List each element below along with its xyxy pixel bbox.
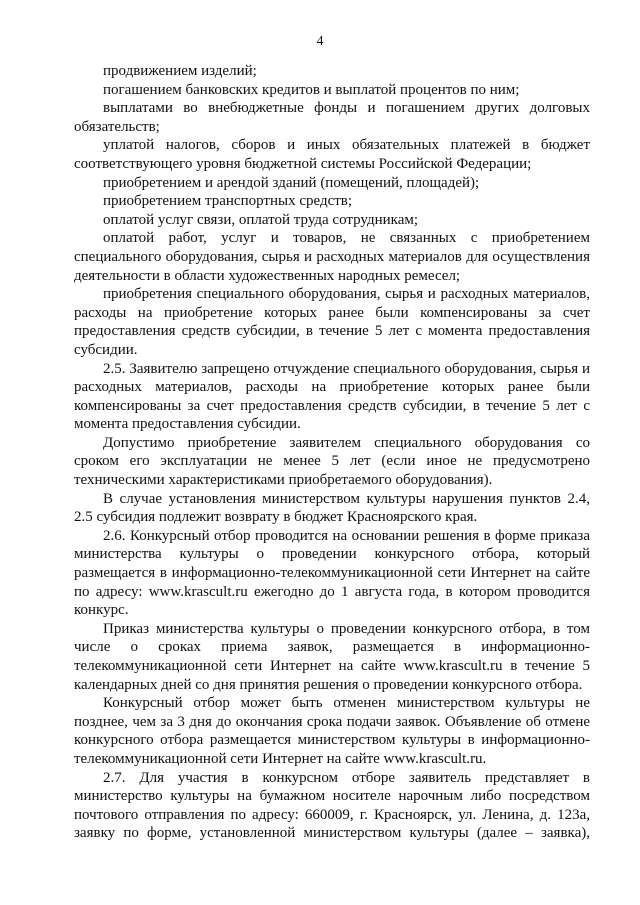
list-item-taxes: уплатой налогов, сборов и иных обязательных платежей в бюджет соответствующего уровня бюджетной системы Российской Федерации;	[74, 137, 590, 172]
list-item-funds: выплатами во внебюджетные фонды и погашением других долговых обязательств;	[74, 100, 590, 135]
list-item-promotion: продвижением изделий;	[103, 63, 257, 79]
list-item-vehicles: приобретением транспортных средств;	[103, 193, 353, 210]
clause-2-5-allowance: Допустимо приобретение заявителем специального оборудования со сроком его эксплуатации не менее 5 лет (если иное не предусмотрено техническими характеристиками приобретаемого оборудования).	[74, 434, 590, 489]
list-item-communications: оплатой услуг связи, оплатой труда сотрудникам;	[103, 211, 419, 228]
clause-2-5-violation: В случае установления министерством культуры нарушения пунктов 2.4, 2.5 субсидия подлежит возврату в бюджет Красноярского края.	[74, 490, 590, 526]
page-number: 4	[316, 34, 324, 49]
list-item-loans: погашением банковских кредитов и выплатой процентов по ним;	[103, 81, 520, 98]
list-item-buildings: приобретением и арендой зданий (помещений, площадей);	[103, 174, 480, 191]
document-body	[74, 62, 590, 843]
clause-2-7: 2.7. Для участия в конкурсном отборе заявитель представляет в министерство культуры на бумажном носителе нарочным либо посредством почтового отправления по адресу: 660009, г. Красноярск, ул. Ленина, д. 123а, заявку по форме, установленной министерством культуры (далее – заявка),	[74, 769, 590, 842]
list-item-unrelated-works: оплатой работ, услуг и товаров, не связанных с приобретением специального оборудования, сырья и расходных материалов для осуществления деятельности в области художественных народных ремесел;	[74, 230, 590, 284]
clause-2-6-order: Приказ министерства культуры о проведении конкурсного отбора, в том числе о сроках приема заявок, размещается в информационно-телекоммуникационной сети Интернет на сайте www.krascult.ru в течение 5 календарных дней со дня принятия решения о проведении конкурсного отбора.	[74, 620, 590, 693]
clause-2-6-cancellation: Конкурсный отбор может быть отменен министерством культуры не позднее, чем за 3 дня до окончания срока подачи заявок. Объявление об отмене конкурсного отбора размещается министерством культуры в информационно-телекоммуникационной сети Интернет на сайте www.krascult.ru.	[74, 695, 590, 767]
clause-2-6: 2.6. Конкурсный отбор проводится на основании решения в форме приказа министерства культуры о проведении конкурсного отбора, который размещается в информационно-телекоммуникационной сети Интернет на сайте по адресу: www.krascult.ru ежегодно до 1 августа года, в котором проводится конкурс.	[74, 527, 590, 619]
list-item-equipment-compensated: приобретения специального оборудования, сырья и расходных материалов, расходы на приобретение которых ранее были компенсированы за счет предоставления средств субсидии, в течение 5 лет с момента предоставления субсидии.	[74, 286, 590, 358]
clause-2-5: 2.5. Заявителю запрещено отчуждение специального оборудования, сырья и расходных материалов, расходы на приобретение которых ранее были компенсированы за счет предоставления средств субсидии, в течение 5 лет с момента предоставления субсидии.	[74, 360, 590, 433]
